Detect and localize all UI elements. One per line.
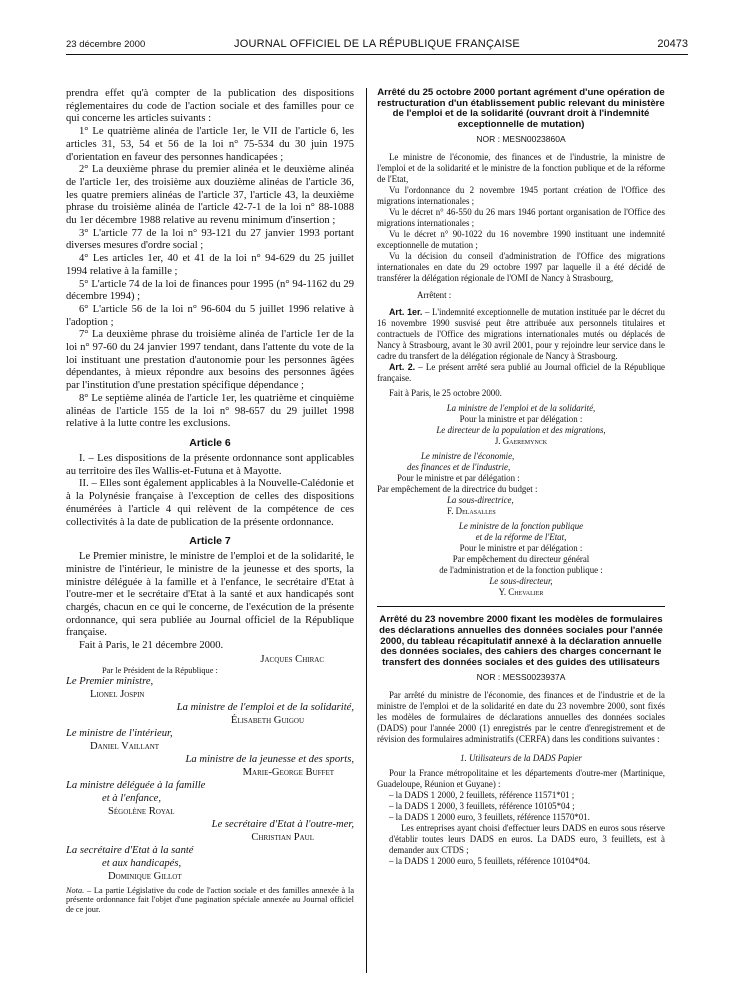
emploi-role: La ministre de l'emploi et de la solidarité, bbox=[176, 701, 354, 713]
sig-2-line: Par empêchement de la directrice du budget : bbox=[377, 484, 538, 495]
outremer-name: Christian Paul bbox=[251, 831, 314, 843]
art-2 bbox=[377, 362, 665, 384]
list-item: 8° Le septième alinéa de l'article 1er, les quatrième et cinquième alinéas de l'article 155 de la loi n° 98-657 du 29 juillet 1998 relative à la lutte contre les exclusions. bbox=[66, 392, 354, 430]
arrete-1-nor: NOR : MESN0023860A bbox=[476, 134, 566, 145]
sig-3-role-2: et de la réforme de l'Etat, bbox=[475, 532, 567, 543]
left-column bbox=[66, 88, 354, 976]
article-7-text: Le Premier ministre, le ministre de l'emploi et de la solidarité, le ministre de l'intérieur, le ministre de la jeunesse et des sports, la ministre déléguée à la famille et à l'enfance, le secrétaire d'Etat à l'outre-mer et le secrétaire d'Etat à la santé et aux handicapés sont chargés, chacun en ce qui le concerne, de l'exécution de la présente ordonnance, qui sera publiée au Journal officiel de la République française. bbox=[66, 551, 354, 639]
pm-role: Le Premier ministre, bbox=[66, 675, 154, 687]
interieur-name: Daniel Vaillant bbox=[90, 740, 160, 752]
sante-role-2: et aux handicapés, bbox=[102, 857, 182, 869]
emploi-name: Élisabeth Guigou bbox=[230, 714, 304, 726]
header-date: 23 décembre 2000 bbox=[66, 39, 146, 50]
right-column bbox=[377, 88, 665, 976]
sig-1-name: J. Gaeremynck bbox=[494, 436, 548, 447]
list-item: 3° L'article 77 de la loi n° 93-121 du 27 janvier 1993 portant diverses mesures d'ordre social ; bbox=[66, 227, 354, 252]
signature-par: Par le Président de la République : bbox=[102, 665, 218, 675]
header-journal-title: JOURNAL OFFICIEL DE LA RÉPUBLIQUE FRANÇAISE bbox=[234, 38, 520, 50]
arrete-2-para: Par arrêté du ministre de l'économie, des finances et de l'industrie et de la ministre de l'emploi et de la solidarité en date du 23 novembre 2000, sont fixés les modèles de formulaires de déclarations annuelles des données sociales (DADS) pour l'année 2000 (1) enregistrés par le centre d'enregistrement et de révision des formulaires administratifs (CERFA) dans les conditions suivantes : bbox=[377, 690, 665, 745]
list-item: 5° L'article 74 de la loi de finances pour 1995 (n° 94-1162 du 29 décembre 1994) ; bbox=[66, 278, 354, 303]
article-7-heading: Article 7 bbox=[189, 535, 231, 548]
art-1 bbox=[377, 307, 665, 362]
list-item: 7° La deuxième phrase du troisième alinéa de l'article 1er de la loi n° 97-60 du 24 janvier 1997 tendant, dans l'attente du vote de la loi instituant une prestation d'autonomie pour les personnes âgées dépendantes, à mieux répondre aux besoins des personnes âgées par l'institution d'une prestation spécifique dépendance ; bbox=[66, 329, 354, 392]
nota-label: Nota. bbox=[66, 885, 85, 895]
sig-1-title: Le directeur de la population et des migrations, bbox=[436, 425, 606, 436]
sig-1-role: La ministre de l'emploi et de la solidarité, bbox=[446, 403, 596, 414]
dads-list-item: – la DADS 1 2000, 2 feuillets, référence 11571*01 ; bbox=[389, 790, 575, 801]
famille-role-2: et à l'enfance, bbox=[102, 792, 162, 804]
arrete-1-title: Arrêté du 25 octobre 2000 portant agrément d'une opération de restructuration d'un établissement public relevant du ministère de l'emploi et de la solidarité (ouvrant droit à l'indemnité exceptionnelle de mutation) bbox=[377, 88, 665, 130]
arretent: Arrêtent : bbox=[417, 290, 452, 301]
arrete-1-para: Vu l'ordonnance du 2 novembre 1945 portant création de l'Office des migrations internationales ; bbox=[377, 185, 665, 207]
art-2-text: – Le présent arrêté sera publié au Journal officiel de la République française. bbox=[377, 362, 665, 384]
arrete-1-para: Vu la décision du conseil d'administration de l'Office des migrations internationales en date du 29 octobre 1997 par laquelle il a été décidé de transférer la délégation régionale de l'OMI de Nancy à Strasbourg, bbox=[377, 251, 665, 284]
arrete-2-title: Arrêté du 23 novembre 2000 fixant les modèles de formulaires des déclarations annuelles des données sociales pour l'année 2000, du tableau récapitulatif annexé à la déclaration annuelle des données sociales, des cahiers des charges concernant le transfert des données sociales et des guides des utilisateurs bbox=[379, 614, 663, 668]
sig-1-line: Pour la ministre et par délégation : bbox=[459, 414, 583, 425]
arrete-2-euro-para: Les entreprises ayant choisi d'effectuer leurs DADS en euros sous réserve d'établir toutes leurs DADS en euros. La DADS euro, 3 feuillets, est à demander aux CTDS ; bbox=[389, 823, 665, 856]
arrete-1-para: Vu le décret n° 46-550 du 26 mars 1946 portant organisation de l'Office des migrations internationales ; bbox=[377, 207, 665, 229]
header-page-number: 20473 bbox=[657, 38, 688, 50]
famille-role: La ministre déléguée à la famille bbox=[66, 779, 206, 791]
intro-paragraph: prendra effet qu'à compter de la publication des dispositions réglementaires du code de l'action sociale et des familles pour ce qui concerne les articles suivants : bbox=[66, 88, 354, 125]
outremer-role: Le secrétaire d'Etat à l'outre-mer, bbox=[211, 818, 354, 830]
arrete-1-para: Vu le décret n° 90-1022 du 16 novembre 1990 instituant une indemnité exceptionnelle de mutation ; bbox=[377, 229, 665, 251]
arrete-2-nor: NOR : MESS0023937A bbox=[476, 672, 566, 683]
jeunesse-role: La ministre de la jeunesse et des sports, bbox=[185, 753, 354, 765]
sig-2-line: Pour le ministre et par délégation : bbox=[397, 473, 520, 484]
arrete-1-para: Le ministre de l'économie, des finances et de l'industrie, la ministre de l'emploi et de la solidarité et le ministre de la fonction publique et de la réforme de l'Etat, bbox=[377, 152, 665, 185]
dads-list-item: – la DADS 1 2000, 3 feuillets, référence 10105*04 ; bbox=[389, 801, 575, 812]
sig-2-name: F. Delasalles bbox=[447, 506, 496, 517]
sig-2-role: Le ministre de l'économie, bbox=[421, 451, 515, 462]
nota-note bbox=[66, 886, 354, 915]
sig-3-line: Par empêchement du directeur général bbox=[452, 554, 590, 565]
art-1-label: Art. 1er. bbox=[389, 307, 423, 318]
sig-3-role: Le ministre de la fonction publique bbox=[458, 521, 584, 532]
interieur-role: Le ministre de l'intérieur, bbox=[66, 727, 173, 739]
sig-3-line: Pour le ministre et par délégation : bbox=[459, 543, 583, 554]
jeunesse-name: Marie-George Buffet bbox=[242, 766, 334, 778]
president-name: Jacques Chirac bbox=[260, 653, 324, 665]
signature-date: Fait à Paris, le 21 décembre 2000. bbox=[79, 640, 224, 652]
dads-list-item: – la DADS 1 2000 euro, 3 feuillets, référence 11570*01. bbox=[389, 812, 590, 823]
header-rule bbox=[66, 54, 688, 55]
sig-2-title: La sous-directrice, bbox=[447, 495, 514, 506]
list-item: 6° L'article 56 de la loi n° 96-604 du 5 juillet 1996 relative à l'adoption ; bbox=[66, 303, 354, 328]
article-6-heading: Article 6 bbox=[189, 436, 231, 449]
sig-3-name: Y. Chevalier bbox=[498, 587, 544, 598]
pm-name: Lionel Jospin bbox=[90, 688, 145, 700]
art-1-text: – L'indemnité exceptionnelle de mutation instituée par le décret du 16 novembre 1990 susvisé peut être attribuée aux personnels titulaires et contractuels de l'Office des migrations internationales mutés ou déplacés de Nancy à Strasbourg, avant le 30 avril 2001, pour y rejoindre leur service dans le cadre du transfert de la délégation régionale de Nancy à Strasbourg. bbox=[377, 307, 665, 362]
sig-3-line: de l'administration et de la fonction publique : bbox=[439, 565, 603, 576]
page-header bbox=[66, 37, 688, 53]
arrete-1-date: Fait à Paris, le 25 octobre 2000. bbox=[389, 388, 502, 399]
sig-2-role-2: des finances et de l'industrie, bbox=[407, 462, 511, 473]
sante-name: Dominique Gillot bbox=[108, 870, 182, 882]
column-divider bbox=[366, 88, 367, 973]
list-item: 1° Le quatrième alinéa de l'article 1er, le VII de l'article 6, les articles 31, 53, 54 et 56 de la loi n° 75-534 du 30 juin 1975 d'orientation en faveur des personnes handicapées ; bbox=[66, 126, 354, 163]
arrete-2-sub-para: Pour la France métropolitaine et les départements d'outre-mer (Martinique, Guadeloupe, Réunion et Guyane) : bbox=[377, 768, 665, 790]
famille-name: Ségolène Royal bbox=[108, 805, 175, 817]
article-6-para-ii: II. – Elles sont également applicables à la Nouvelle-Calédonie et à la Polynésie française à l'exception de celles des dispositions énumérées à l'article 4 qui relèvent de la compétence de ces collectivités à la date de publication de la présente ordonnance. bbox=[66, 478, 354, 528]
section-separator bbox=[377, 606, 665, 607]
sante-role: La secrétaire d'Etat à la santé bbox=[66, 844, 194, 856]
dads-list-item: – la DADS 1 2000 euro, 5 feuillets, référence 10104*04. bbox=[389, 856, 591, 867]
art-2-label: Art. 2. bbox=[389, 362, 416, 373]
nota-text: – La partie Législative du code de l'action sociale et des familles annexée à la présente ordonnance fait l'objet d'une pagination spéciale annexée au Journal officiel de ce jour. bbox=[66, 885, 354, 915]
sig-3-title: Le sous-directeur, bbox=[489, 576, 553, 587]
arrete-2-subheading: 1. Utilisateurs de la DADS Papier bbox=[460, 753, 582, 764]
list-item: 2° La deuxième phrase du premier alinéa et le deuxième alinéa de l'article 1er, des troisième aux douzième alinéas de l'article 36, les quatre premiers alinéas de l'article 37, l'article 43, la deuxième phrase du troisième alinéa de l'article 42-7-1 de la loi n° 88-1088 du 1er décembre 1988 relative au revenu minimum d'insertion ; bbox=[66, 164, 354, 227]
list-item: 4° Les articles 1er, 40 et 41 de la loi n° 94-629 du 25 juillet 1994 relative à la famille ; bbox=[66, 253, 354, 277]
article-6-para-i: I. – Les dispositions de la présente ordonnance sont applicables au territoire des îles Wallis-et-Futuna et à Mayotte. bbox=[66, 452, 354, 477]
